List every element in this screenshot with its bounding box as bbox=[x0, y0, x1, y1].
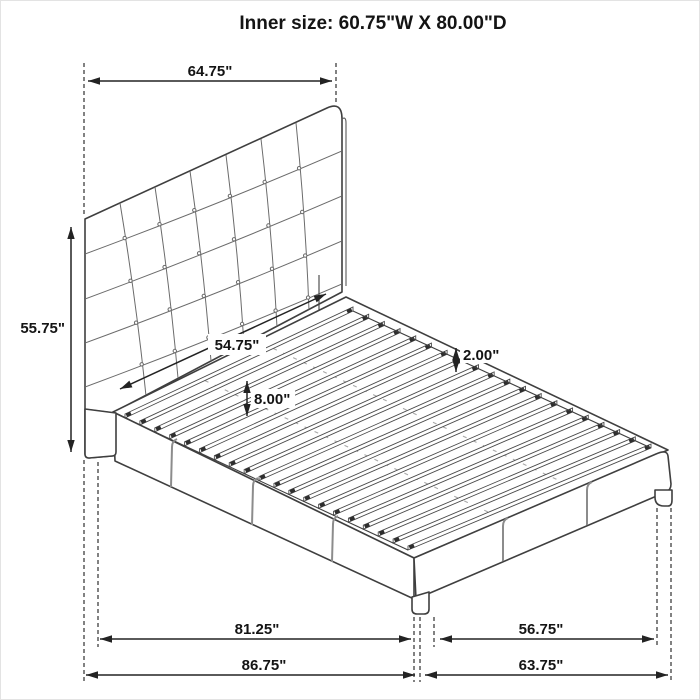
slat-clip bbox=[156, 427, 161, 429]
arrowhead bbox=[67, 440, 74, 452]
dim-headboard-inner-width: 54.75" bbox=[214, 337, 260, 354]
tuft-button bbox=[306, 296, 309, 299]
slat-clip bbox=[126, 413, 131, 415]
dim-base-length-inner: 81.25" bbox=[234, 621, 280, 638]
slat-clip bbox=[335, 511, 340, 513]
inner-size-title: Inner size: 60.75"W X 80.00"D bbox=[239, 13, 507, 34]
arrowhead bbox=[440, 635, 452, 642]
slat-clip bbox=[141, 420, 146, 422]
slat-clip bbox=[275, 483, 280, 485]
slat-clip bbox=[201, 448, 206, 450]
tuft-button bbox=[301, 210, 304, 213]
slat-clip bbox=[231, 462, 236, 464]
slat-clip bbox=[290, 490, 295, 492]
tuft-button bbox=[163, 265, 166, 268]
dim-base-width-outer: 63.75" bbox=[518, 657, 564, 674]
headboard-leg bbox=[85, 409, 116, 458]
arrowhead bbox=[403, 671, 415, 678]
tuft-button bbox=[173, 349, 176, 352]
slat-clip bbox=[305, 497, 310, 499]
slat-clip bbox=[347, 310, 352, 312]
slat-clip bbox=[186, 441, 191, 443]
arrowhead bbox=[425, 671, 437, 678]
slat-clip bbox=[320, 504, 325, 506]
arrowhead bbox=[320, 77, 332, 84]
tuft-button bbox=[297, 167, 300, 170]
arrowhead bbox=[86, 671, 98, 678]
tuft-button bbox=[270, 267, 273, 270]
arrowhead bbox=[88, 77, 100, 84]
slat-clip bbox=[394, 539, 399, 541]
dim-headboard-height: 55.75" bbox=[20, 320, 65, 337]
tuft-button bbox=[304, 254, 307, 257]
tuft-button bbox=[158, 223, 161, 226]
rear-right-leg bbox=[655, 490, 672, 506]
slat-clip bbox=[216, 455, 221, 457]
tuft-button bbox=[267, 224, 270, 227]
dim-slat-spacing: 8.00" bbox=[254, 391, 291, 408]
slat-clip bbox=[409, 545, 414, 547]
arrowhead bbox=[642, 635, 654, 642]
tuft-button bbox=[140, 363, 143, 366]
tuft-button bbox=[232, 238, 235, 241]
tuft-button bbox=[129, 279, 132, 282]
tuft-button bbox=[193, 209, 196, 212]
slat-clip bbox=[246, 469, 251, 471]
tuft-button bbox=[197, 252, 200, 255]
arrowhead bbox=[656, 671, 668, 678]
tuft-button bbox=[123, 236, 126, 239]
slat-clip bbox=[365, 525, 370, 527]
dim-rail-lip: 2.00" bbox=[463, 347, 500, 364]
arrowhead bbox=[100, 635, 112, 642]
tuft-button bbox=[168, 308, 171, 311]
dim-headboard-width: 64.75" bbox=[187, 63, 233, 80]
tuft-button bbox=[134, 321, 137, 324]
tuft-button bbox=[240, 322, 243, 325]
slat-clip bbox=[260, 476, 265, 478]
diagram-svg bbox=[1, 1, 700, 700]
arrowhead bbox=[67, 227, 74, 239]
tuft-button bbox=[202, 294, 205, 297]
tuft-button bbox=[263, 180, 266, 183]
slat-clip bbox=[350, 518, 355, 520]
slat-clip bbox=[380, 532, 385, 534]
dim-base-width-inner: 56.75" bbox=[518, 621, 564, 638]
dim-base-length-outer: 86.75" bbox=[241, 657, 287, 674]
slat-clip bbox=[171, 434, 176, 436]
tuft-button bbox=[228, 194, 231, 197]
tuft-button bbox=[274, 309, 277, 312]
tuft-button bbox=[236, 281, 239, 284]
arrowhead bbox=[399, 635, 411, 642]
